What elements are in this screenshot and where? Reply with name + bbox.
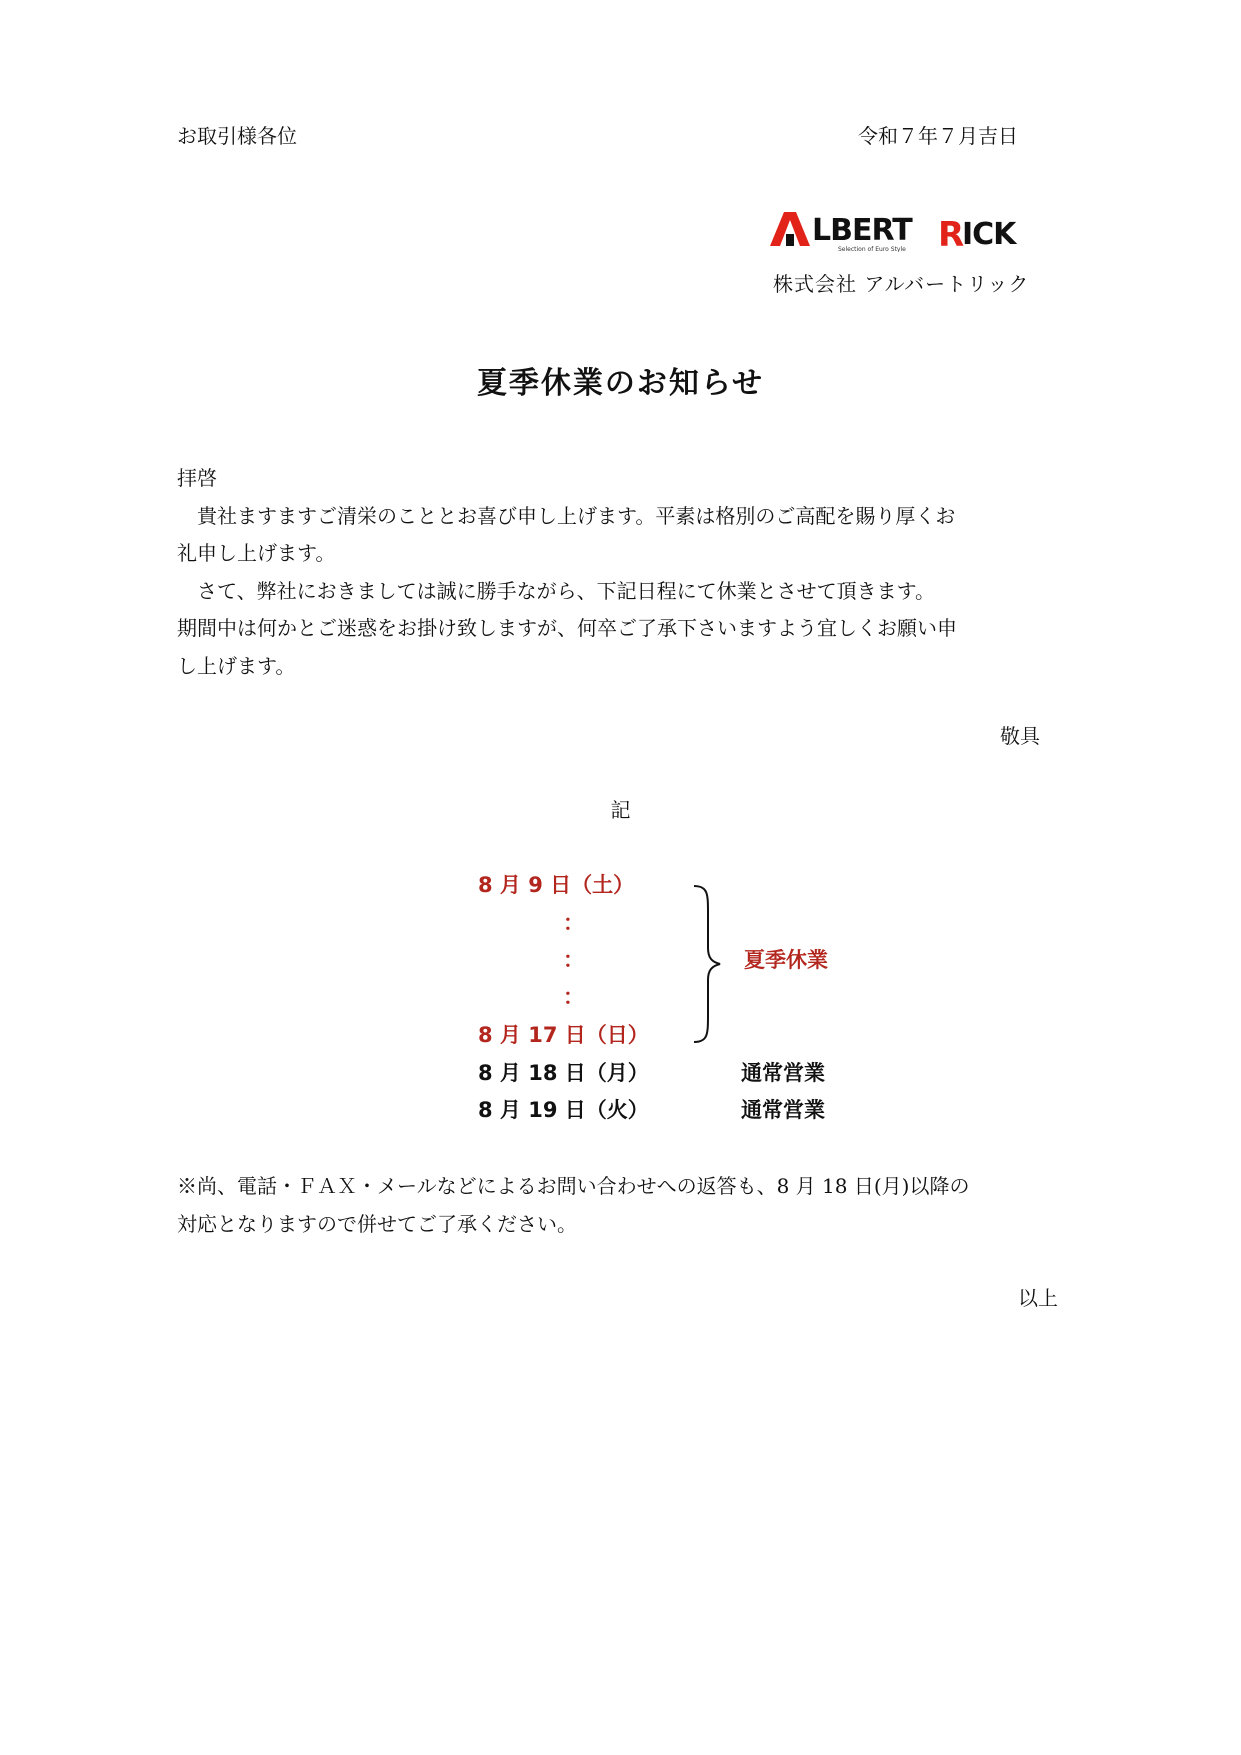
letter-body: [177, 460, 1067, 685]
body-line: 期間中は何かとご迷惑をお掛け致しますが、何卒ご了承下さいますよう宜しくお願い申: [177, 616, 957, 640]
company-logo: [768, 208, 1063, 252]
schedule-status: 通常営業: [741, 1098, 825, 1122]
holiday-end: 8 月 17 日（日）: [478, 1023, 649, 1047]
ki-heading: 記: [610, 798, 631, 822]
note: [177, 1168, 1067, 1243]
greeting-close: 敬具: [1000, 724, 1040, 748]
closing-mark: 以上: [1018, 1286, 1058, 1310]
company-name: 株式会社 アルバートリック: [773, 272, 1030, 296]
svg-text:Selection of Euro Style: Selection of Euro Style: [838, 246, 906, 252]
schedule-date: 8 月 18 日（月）: [478, 1061, 649, 1085]
holiday-start: 8 月 9 日（土）: [478, 873, 635, 897]
body-line: 貴社ますますご清栄のこととお喜び申し上げます。平素は格別のご高配を賜り厚くお: [177, 503, 956, 528]
schedule-date: 8 月 19 日（火）: [478, 1098, 649, 1122]
continuation-dot: ：: [563, 911, 584, 935]
holiday-label: 夏季休業: [744, 948, 828, 972]
right-brace-icon: [690, 884, 730, 1044]
body-line: し上げます。: [177, 653, 296, 678]
continuation-dot: ：: [563, 985, 584, 1009]
document-title: 夏季休業のお知らせ: [476, 366, 765, 401]
svg-text:ICK: ICK: [962, 217, 1016, 252]
greeting-open: 拝啓: [177, 466, 217, 490]
svg-text:R: R: [938, 215, 965, 252]
recipient: お取引様各位: [177, 124, 297, 148]
issue-date: 令和７年７月吉日: [858, 124, 1018, 148]
note-line: ※尚、電話・ＦＡＸ・メールなどによるお問い合わせへの返答も、8 月 18 日(月)以降の: [177, 1174, 970, 1198]
svg-text:LBERT: LBERT: [812, 213, 912, 248]
body-line: 礼申し上げます。: [177, 541, 336, 565]
body-line: さて、弊社におきましては誠に勝手ながら、下記日程にて休業とさせて頂きます。: [177, 578, 935, 603]
note-line: 対応となりますので併せてご了承ください。: [177, 1211, 577, 1236]
schedule-status: 通常営業: [741, 1061, 825, 1085]
continuation-dot: ：: [563, 948, 584, 972]
